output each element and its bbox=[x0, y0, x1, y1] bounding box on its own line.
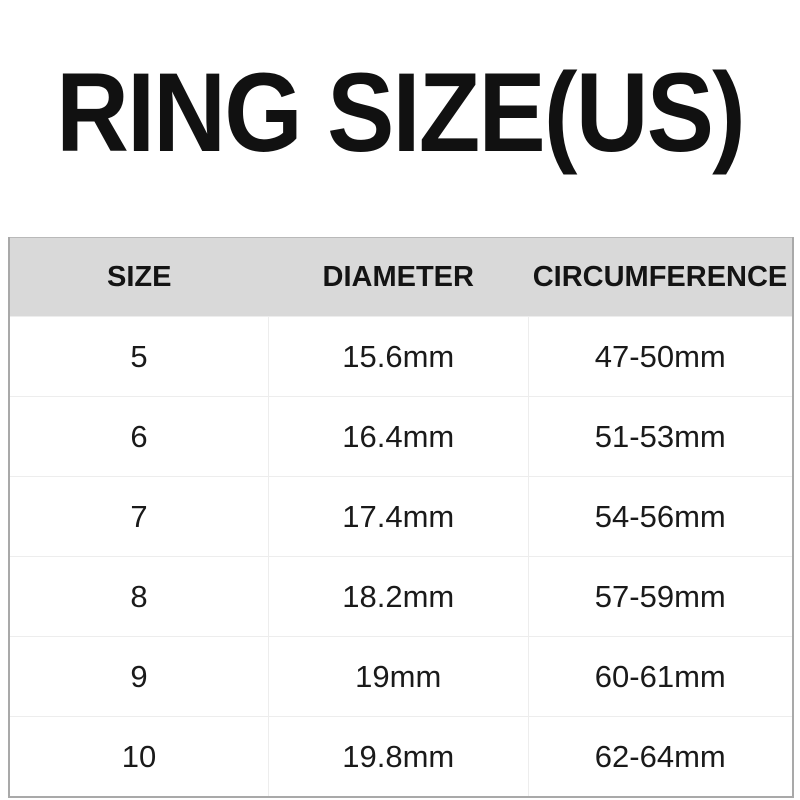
page-title: RING SIZE(US) bbox=[56, 50, 744, 175]
table-row bbox=[9, 397, 793, 477]
cell-size: 9 bbox=[9, 637, 269, 717]
cell-circumference: 57-59mm bbox=[528, 557, 793, 637]
header-cell-circumference: CIRCUMFERENCE bbox=[528, 238, 793, 317]
cell-circumference: 47-50mm bbox=[528, 317, 793, 397]
cell-diameter: 18.2mm bbox=[269, 557, 529, 637]
cell-diameter: 16.4mm bbox=[269, 397, 529, 477]
cell-size: 8 bbox=[9, 557, 269, 637]
cell-circumference: 54-56mm bbox=[528, 477, 793, 557]
header-cell-diameter: DIAMETER bbox=[269, 238, 529, 317]
table-row bbox=[9, 477, 793, 557]
table-row bbox=[9, 557, 793, 637]
ring-size-table bbox=[8, 237, 794, 798]
cell-circumference: 51-53mm bbox=[528, 397, 793, 477]
table-row bbox=[9, 637, 793, 717]
cell-diameter: 15.6mm bbox=[269, 317, 529, 397]
cell-circumference: 60-61mm bbox=[528, 637, 793, 717]
cell-circumference: 62-64mm bbox=[528, 717, 793, 798]
cell-size: 10 bbox=[9, 717, 269, 798]
cell-size: 7 bbox=[9, 477, 269, 557]
header-cell-size: SIZE bbox=[9, 238, 269, 317]
cell-size: 6 bbox=[9, 397, 269, 477]
cell-diameter: 19.8mm bbox=[269, 717, 529, 798]
table-row bbox=[9, 317, 793, 397]
table-row bbox=[9, 717, 793, 798]
cell-size: 5 bbox=[9, 317, 269, 397]
cell-diameter: 19mm bbox=[269, 637, 529, 717]
table-header-row bbox=[9, 238, 793, 317]
cell-diameter: 17.4mm bbox=[269, 477, 529, 557]
